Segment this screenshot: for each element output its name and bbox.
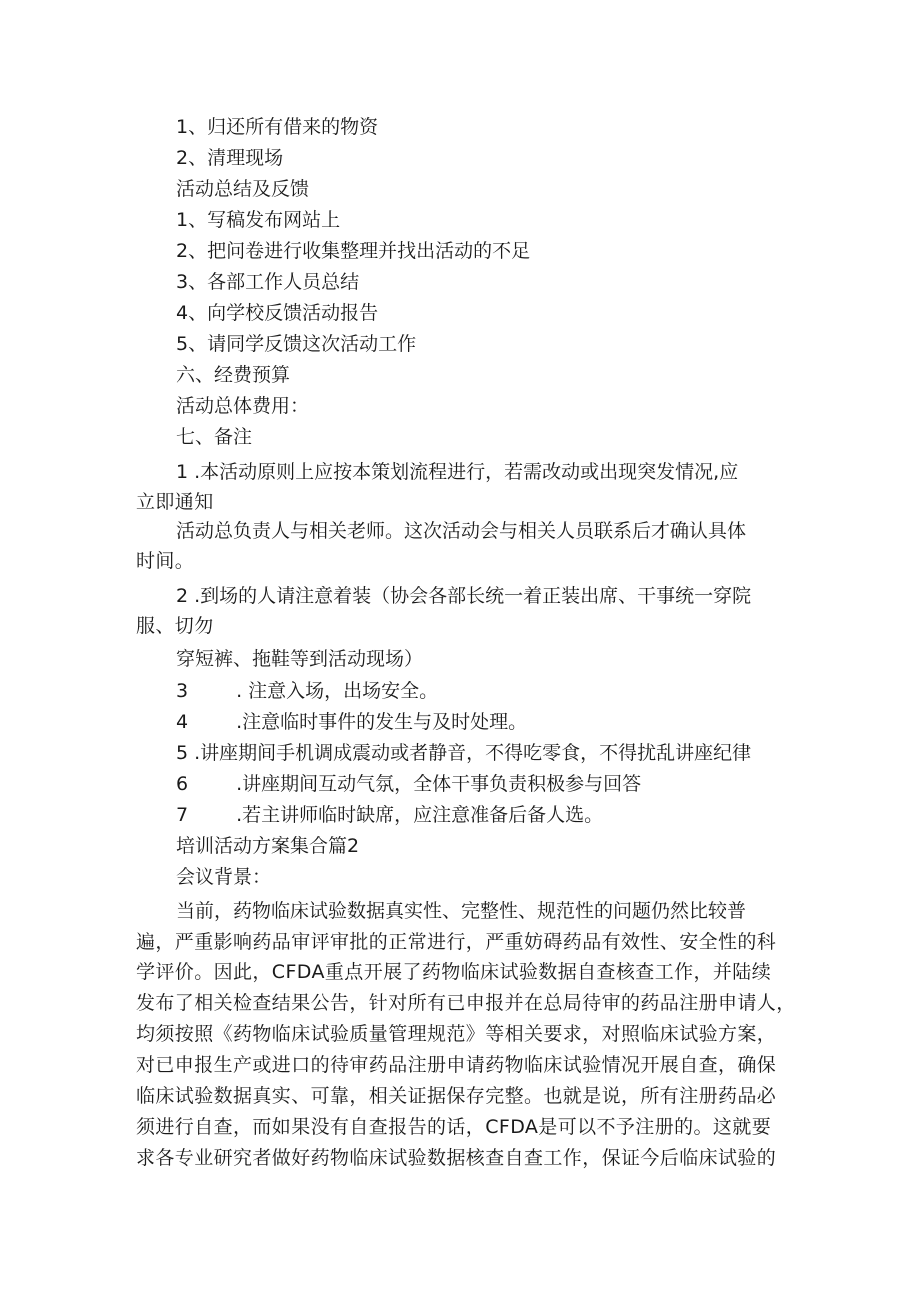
list-item-publish-article: 1、写稿发布网站上 [176, 209, 341, 231]
note-item-5: 5 .讲座期间手机调成震动或者静音，不得吃零食，不得扰乱讲座纪律 [176, 742, 752, 764]
note-item-1: 1 .本活动原则上应按本策划流程进行，若需改动或出现突发情况,应 [176, 461, 739, 483]
note-item-6-number: 6 [176, 773, 189, 795]
note-item-1-continued: 立即通知 [136, 491, 214, 513]
section-heading-meeting-background: 会议背景： [176, 866, 272, 888]
note-item-1-paragraph: 活动总负责人与相关老师。这次活动会与相关人员联系后才确认具体 [176, 520, 747, 542]
note-item-4 [176, 710, 527, 734]
paragraph-line-8: 须进行自查，而如果没有自查报告的话，CFDA是可以不予注册的。这就要 [136, 1116, 772, 1138]
paragraph-line-9: 求各专业研究者做好药物临床试验数据核查自查工作，保证今后临床试验的 [136, 1147, 777, 1169]
section-heading-summary-feedback: 活动总结及反馈 [176, 178, 310, 200]
note-item-2-continued: 服、切勿 [136, 615, 214, 637]
list-item-collect-questionnaires: 2、把问卷进行收集整理并找出活动的不足 [176, 240, 531, 262]
note-item-6 [176, 772, 641, 796]
note-item-3-text: . 注意入场，出场安全。 [236, 680, 439, 702]
budget-total-label: 活动总体费用： [176, 395, 310, 417]
note-item-2: 2 .到场的人请注意着装（协会各部长统一着正装出席、干事统一穿院 [176, 585, 752, 607]
list-item-school-report: 4、向学校反馈活动报告 [176, 302, 379, 324]
list-item-clean-site: 2、清理现场 [176, 147, 284, 169]
paragraph-line-4: 发布了相关检查结果公告，针对所有已申报并在总局待审的药品注册申请人， [136, 992, 796, 1014]
note-item-4-text: .注意临时事件的发生与及时处理。 [236, 711, 528, 733]
note-item-7-number: 7 [176, 804, 189, 826]
section-heading-notes: 七、备注 [176, 426, 253, 448]
note-item-6-text: .讲座期间互动气氛，全体干事负责积极参与回答 [236, 773, 642, 795]
section-heading-chapter-2: 培训活动方案集合篇2 [176, 835, 360, 857]
note-item-7-text: .若主讲师临时缺席，应注意准备后备人选。 [236, 804, 604, 826]
note-item-7 [176, 803, 603, 827]
paragraph-line-2: 遍，严重影响药品审评审批的正常进行，严重妨碍药品有效性、安全性的科 [136, 931, 777, 953]
list-item-return-materials: 1、归还所有借来的物资 [176, 116, 379, 138]
section-heading-budget: 六、经费预算 [176, 364, 291, 386]
paragraph-line-7: 临床试验数据真实、可靠，相关证据保存完整。也就是说，所有注册药品必 [136, 1085, 777, 1107]
note-item-3-number: 3 [176, 680, 189, 702]
note-item-2-paragraph: 穿短裤、拖鞋等到活动现场） [176, 648, 424, 670]
paragraph-line-3: 学评价。因此，CFDA重点开展了药物临床试验数据自查核查工作，并陆续 [136, 961, 772, 983]
list-item-student-feedback: 5、请同学反馈这次活动工作 [176, 333, 417, 355]
paragraph-line-6: 对已申报生产或进口的待审药品注册申请药物临床试验情况开展自查，确保 [136, 1054, 777, 1076]
note-item-4-number: 4 [176, 711, 189, 733]
note-item-1-paragraph-continued: 时间。 [136, 550, 195, 572]
note-item-3 [176, 679, 438, 703]
list-item-staff-summary: 3、各部工作人员总结 [176, 271, 360, 293]
paragraph-line-1: 当前，药物临床试验数据真实性、完整性、规范性的问题仍然比较普 [176, 900, 747, 922]
paragraph-line-5: 均须按照《药物临床试验质量管理规范》等相关要求，对照临床试验方案， [136, 1023, 777, 1045]
